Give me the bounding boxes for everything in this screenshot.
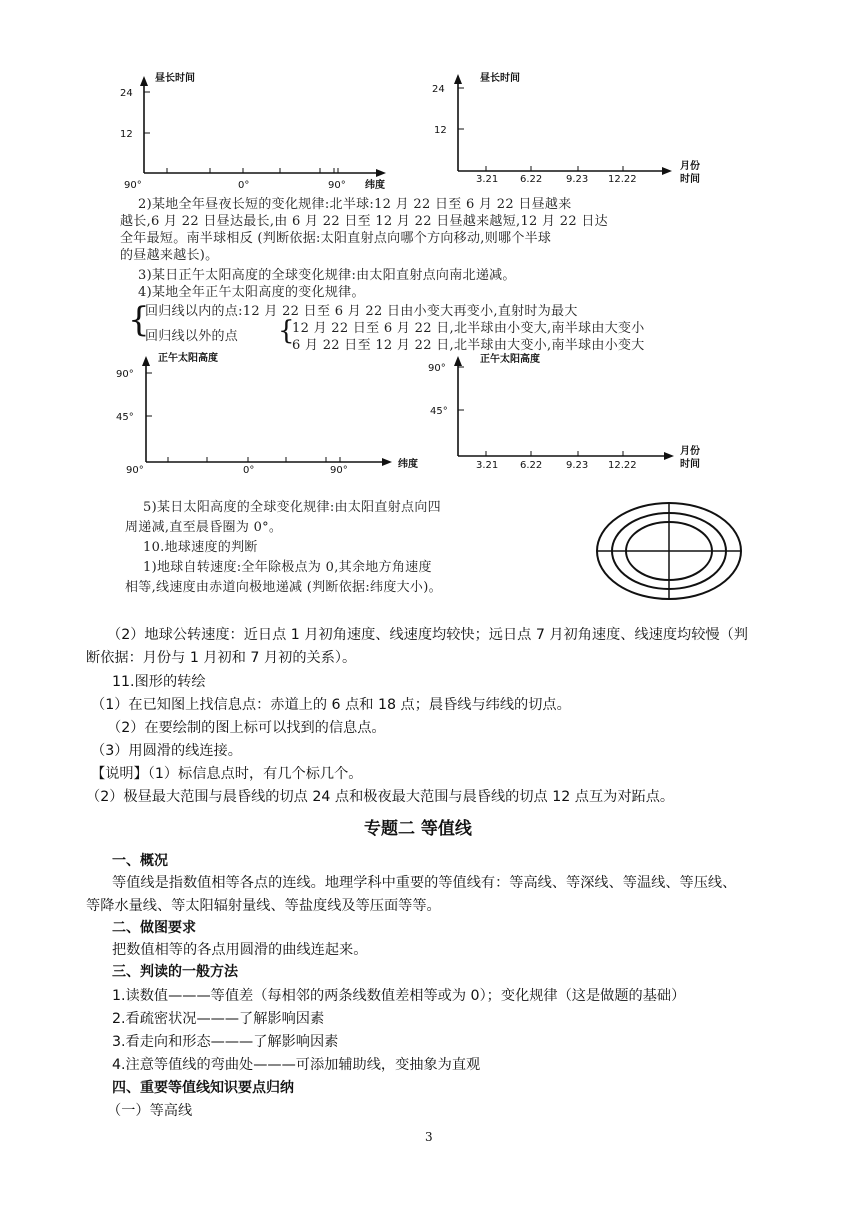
x-tick-label: 6.22	[520, 460, 543, 471]
subsection-heading: （一）等高线	[107, 1103, 193, 1119]
x-tick-label: 0°	[243, 465, 255, 475]
list-item: 2.看疏密状况———了解影响因素	[112, 1011, 325, 1027]
list-item: （1）在已知图上找信息点：赤道上的 6 点和 18 点；晨昏线与纬线的切点。	[91, 697, 571, 713]
x-tick-label: 6.22	[520, 174, 543, 185]
y-tick-label: 45°	[430, 406, 448, 417]
scan-noon-rule-outer-1: 12 月 22 日至 6 月 22 日,北半球由小变大,南半球由大变小	[292, 321, 645, 336]
y-tick-label: 12	[120, 129, 133, 140]
y-tick-label: 90°	[428, 363, 446, 374]
x-axis-label: 纬度	[365, 180, 385, 191]
y-tick-label: 24	[120, 88, 133, 99]
note-line: 【说明】（1）标信息点时，有几个标几个。	[91, 766, 363, 782]
scan-sun-altitude-rule: 5)某日太阳高度的全球变化规律:由太阳直射点向四 周递减,直至晨昏圈为 0°。 10.地球速度的判断 1)地球自转速度:全年除极点为 0,其余地方角速度 相等,线速度由赤道向极地递减 (判断依据:纬度大小)。	[125, 500, 442, 595]
left-brace: {	[128, 300, 150, 340]
x-axis-label: 时间	[680, 174, 700, 185]
x-tick-label: 12.22	[608, 460, 637, 471]
x-tick-label: 9.23	[566, 174, 589, 185]
y-tick-label: 90°	[116, 369, 134, 380]
x-tick-label: 0°	[238, 180, 250, 191]
y-tick-label: 12	[434, 125, 447, 136]
paragraph-revolution-speed-cont: 断依据：月份与 1 月初和 7 月初的关系）。	[86, 650, 357, 666]
x-axis-label: 纬度	[398, 459, 418, 470]
x-tick-label: 90°	[330, 465, 348, 475]
paragraph: 等值线是指数值相等各点的连线。地理学科中重要的等值线有：等高线、等深线、等温线、等压线、	[112, 875, 737, 891]
section-heading: 二、做图要求	[112, 920, 196, 936]
x-axis-label: 时间	[680, 459, 700, 470]
y-axis-label: 正午太阳高度	[158, 353, 218, 364]
x-tick-label: 90°	[124, 180, 142, 191]
page-number: 3	[425, 1130, 433, 1144]
note-line: （2）极昼最大范围与晨昏线的切点 24 点和极夜最大范围与晨昏线的切点 12 点互为对跖点。	[86, 789, 675, 805]
page-title: 专题二 等值线	[364, 819, 472, 839]
y-axis-label: 昼长时间	[480, 73, 520, 84]
x-tick-label: 9.23	[566, 460, 589, 471]
scan-daylength-rule: 2)某地全年昼夜长短的变化规律:北半球:12 月 22 日至 6 月 22 日昼越来 越长,6 月 22 日昼达最长,由 6 月 22 日至 12 月 22 日昼越来越短,12 月 22 日达 全年最短。南半球相反 (判断依据:太阳直射点向哪个方向移动,则哪个半球 的昼越来越长)。 3)某日正午太阳高度的全球变化规律:由太阳直射点向南北递减。 4)某地全年正午太阳高度的变化规律。	[120, 197, 608, 300]
daylength-latitude-chart	[110, 70, 410, 195]
list-item: （2）在要绘制的图上标可以找到的信息点。	[107, 720, 386, 736]
section-heading: 四、重要等值线知识要点归纳	[112, 1080, 294, 1096]
x-axis-label: 月份	[680, 161, 700, 172]
right-brace: {	[278, 316, 295, 346]
paragraph-revolution-speed: （2）地球公转速度：近日点 1 月初角速度、线速度均较快；远日点 7 月初角速度、线速度均较慢（判	[107, 627, 748, 643]
paragraph: 把数值相等的各点用圆滑的曲线连起来。	[112, 942, 368, 958]
noon-altitude-month-chart	[426, 350, 726, 475]
y-tick-label: 24	[432, 84, 445, 95]
list-item: 4.注意等值线的弯曲处———可添加辅助线，变抽象为直观	[112, 1057, 481, 1073]
x-tick-label: 12.22	[608, 174, 637, 185]
concentric-circle-diagram	[594, 500, 744, 602]
y-axis-label: 正午太阳高度	[480, 354, 540, 365]
section-heading: 一、概况	[112, 853, 168, 869]
x-tick-label: 90°	[328, 180, 346, 191]
list-item: 1.读数值———等值差（每相邻的两条线数值差相等或为 0）；变化规律（这是做题的基础）	[112, 988, 686, 1004]
noon-altitude-latitude-chart	[108, 350, 418, 475]
x-tick-label: 3.21	[476, 460, 499, 471]
list-item: 3.看走向和形态———了解影响因素	[112, 1034, 339, 1050]
y-tick-label: 45°	[116, 412, 134, 423]
scan-noon-rule-inner: 回归线以内的点:12 月 22 日至 6 月 22 日由小变大再变小,直射时为最大	[145, 304, 578, 319]
daylength-month-chart	[428, 68, 728, 188]
x-axis-label: 月份	[680, 446, 700, 457]
x-tick-label: 3.21	[476, 174, 499, 185]
paragraph: 等降水量线、等太阳辐射量线、等盐度线及等压面等等。	[86, 898, 441, 914]
y-axis-label: 昼长时间	[155, 73, 195, 84]
section-heading: 三、判读的一般方法	[112, 964, 238, 980]
list-item: （3）用圆滑的线连接。	[91, 743, 242, 759]
scan-noon-rule-outer-2: 6 月 22 日至 12 月 22 日,北半球由大变小,南半球由小变大	[292, 338, 645, 353]
scan-noon-rule-outer: 回归线以外的点	[145, 329, 239, 344]
x-tick-label: 90°	[126, 465, 144, 475]
section-heading-11: 11.图形的转绘	[112, 674, 206, 690]
